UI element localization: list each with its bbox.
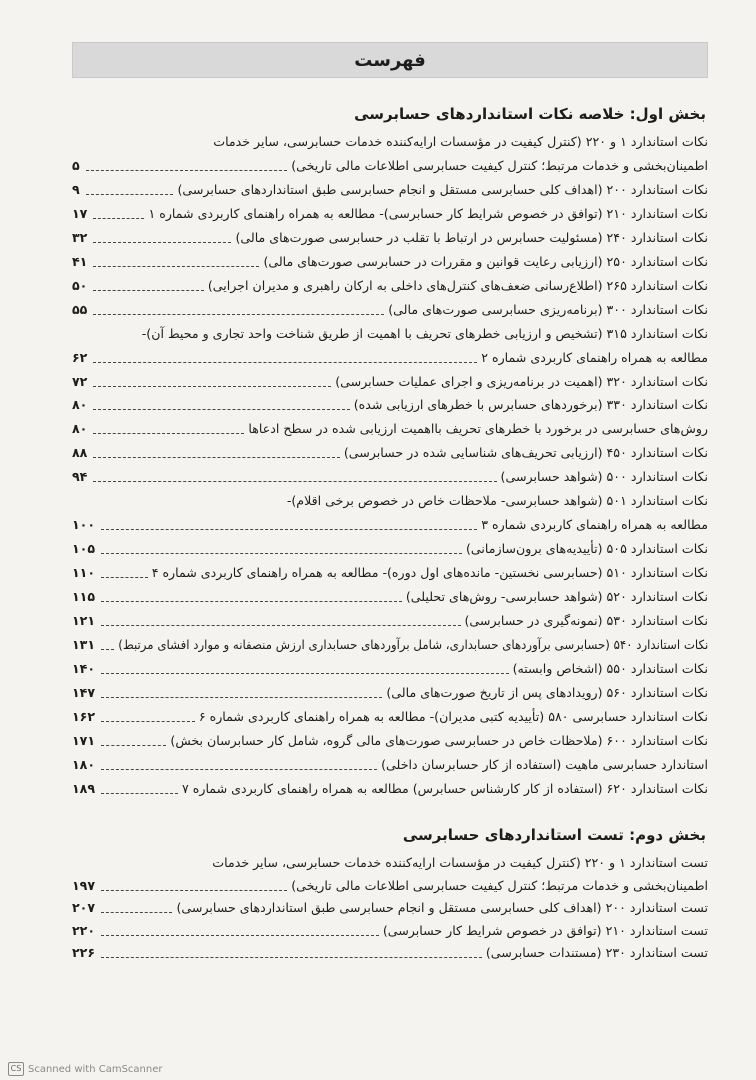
toc-page-number: ۵۵: [72, 301, 88, 317]
toc-entry-text: مطالعه به همراه راهنمای کاربردی شماره ۲: [481, 349, 708, 365]
toc-entry: [70, 395, 708, 415]
footer-text: Scanned with CamScanner: [28, 1063, 163, 1075]
toc-entry: [70, 731, 708, 751]
toc-entry: [70, 587, 708, 607]
toc-entry-text: نکات استاندارد ۶۰۰ (ملاحظات خاص در حسابرسی صورت‌های مالی گروه، شامل کار حسابرسان بخش): [170, 732, 708, 748]
toc-page-number: ۱۸۹: [72, 780, 96, 796]
toc-entry: [70, 228, 708, 248]
toc-entry: [70, 348, 708, 368]
dot-leader: [101, 721, 195, 722]
dot-leader: [101, 553, 462, 554]
dot-leader: [93, 266, 259, 267]
toc-page-number: ۱۱۰: [72, 565, 96, 581]
toc-entry-text: تست استاندارد ۲۳۰ (مستندات حسابرسی): [485, 945, 708, 961]
toc-entry: [70, 324, 708, 344]
toc-entry: [70, 539, 708, 559]
toc-entry: [70, 156, 708, 176]
toc-entry: [70, 563, 708, 583]
dot-leader: [93, 409, 349, 410]
toc-entry-text: مطالعه به همراه راهنمای کاربردی شماره ۳: [481, 517, 708, 533]
dot-leader: [93, 433, 244, 434]
toc-entry-text: تست استاندارد ۲۱۰ (توافق در خصوص شرایط کار حسابرسی): [382, 922, 708, 938]
toc-entry-text: نکات استاندارد ۶۲۰ (استفاده از کار کارشناس حسابرس) مطالعه به همراه راهنمای کاربردی شماره ۷: [182, 780, 708, 796]
dot-leader: [101, 912, 172, 913]
toc-entry: [70, 898, 708, 918]
dot-leader: [86, 194, 174, 195]
toc-entry: [70, 635, 708, 655]
toc-entry: [70, 204, 708, 224]
toc-entry: [70, 683, 708, 703]
toc-entry: [70, 419, 708, 439]
toc-entry-text: نکات استاندارد ۲۱۰ (توافق در خصوص شرایط کار حسابرسی)- مطالعه به همراه راهنمای کاربردی شماره ۱: [148, 205, 708, 221]
dot-leader: [86, 170, 288, 171]
toc-entry-text: استاندارد حسابرسی ماهیت (استفاده از کار حسابرسان داخلی): [381, 756, 708, 772]
toc-page-number: ۱۴۰: [72, 660, 96, 676]
toc-entry-text: نکات استاندارد ۲۰۰ (اهداف کلی حسابرسی مستقل و انجام حسابرسی طبق استانداردهای حسابرسی): [177, 181, 708, 197]
dot-leader: [101, 935, 379, 936]
toc-entry-text: نکات استاندارد ۴۵۰ (ارزیابی تحریف‌های شناسایی شده در حسابرسی): [343, 445, 708, 461]
dot-leader: [93, 218, 144, 219]
scanner-footer: [8, 1062, 163, 1076]
toc-entry-text: روش‌های حسابرسی در برخورد با خطرهای تحریف بااهمیت ارزیابی شده در سطح ادعاها: [248, 421, 708, 437]
dot-leader: [101, 673, 509, 674]
toc-entry-text: تست استاندارد ۱ و ۲۲۰ (کنترل کیفیت در مؤسسات ارایه‌کننده خدمات حسابرسی، سایر خدمات: [212, 855, 708, 870]
dot-leader: [93, 386, 331, 387]
dot-leader: [101, 697, 382, 698]
dot-leader: [101, 745, 166, 746]
toc-entry-text: نکات استاندارد ۵۰۰ (شواهد حسابرسی): [500, 469, 708, 485]
dot-leader: [101, 577, 148, 578]
dot-leader: [101, 890, 287, 891]
toc-entry: [70, 611, 708, 631]
toc-entry-text: اطمینان‌بخشی و خدمات مرتبط؛ کنترل کیفیت حسابرسی اطلاعات مالی تاریخی): [291, 877, 708, 893]
toc-entry-text: نکات استاندارد ۳۱۵ (تشخیص و ارزیابی خطرهای تحریف با اهمیت از طریق شناخت واحد تجاری و محیط آن)-: [141, 325, 708, 341]
toc-page-number: ۷۲: [72, 373, 88, 389]
dot-leader: [101, 649, 114, 650]
toc-entry: [70, 467, 708, 487]
toc-page-number: ۱۸۰: [72, 756, 96, 772]
toc-entry-text: نکات استاندارد ۲۴۰ (مسئولیت حسابرس در ارتباط با تقلب در حسابرسی صورت‌های مالی): [235, 229, 708, 245]
toc-entry: [70, 180, 708, 200]
toc-title-bar: [72, 42, 708, 78]
toc-entry-text: نکات استاندارد ۵۰۱ (شواهد حسابرسی- ملاحظات خاص در خصوص برخی اقلام)-: [286, 493, 708, 509]
toc-entry: [70, 943, 708, 963]
dot-leader: [101, 793, 178, 794]
toc-entry: [70, 659, 708, 679]
toc-page-number: ۲۲۶: [72, 945, 96, 961]
dot-leader: [101, 957, 482, 958]
toc-page-number: ۱۰۰: [72, 517, 96, 533]
toc-page-number: ۸۰: [72, 421, 88, 437]
toc-entry-text: نکات استاندارد ۵۳۰ (نمونه‌گیری در حسابرسی): [464, 613, 708, 628]
toc-entry: [70, 921, 708, 941]
toc-page-number: ۹: [72, 181, 80, 197]
toc-entry: [70, 876, 708, 896]
toc-page-number: ۴۱: [72, 253, 88, 269]
toc-page-number: ۱۹۷: [72, 877, 96, 893]
toc-entry-text: نکات استاندارد ۳۳۰ (برخوردهای حسابرس با خطرهای ارزیابی شده): [353, 397, 708, 413]
toc-entry-text: نکات استاندارد ۲۶۵ (اطلاع‌رسانی ضعف‌های کنترل‌های داخلی به ارکان راهبری و مدیران اجرایی): [207, 277, 708, 293]
toc-entry-text: نکات استاندارد حسابرسی ۵۸۰ (تأییدیه کتبی مدیران)- مطالعه به همراه راهنمای کاربردی شماره ۶: [198, 708, 708, 724]
toc-page-number: ۱۱۵: [72, 589, 96, 605]
dot-leader: [101, 529, 477, 530]
toc-entry-text: نکات استاندارد ۲۵۰ (ارزیابی رعایت قوانین و مقررات در حسابرسی صورت‌های مالی): [263, 253, 708, 269]
toc-entry: [70, 853, 708, 873]
camscanner-icon: CS: [8, 1062, 24, 1076]
toc-entry: [70, 300, 708, 320]
toc-entry-text: نکات استاندارد ۵۰۵ (تأییدیه‌های برون‌سازمانی): [466, 541, 708, 557]
dot-leader: [101, 601, 402, 602]
toc-entry-text: نکات استاندارد ۱ و ۲۲۰ (کنترل کیفیت در مؤسسات ارایه‌کننده خدمات حسابرسی، سایر خدمات: [213, 134, 708, 149]
dot-leader: [93, 290, 203, 291]
toc-page-number: ۳۲: [72, 229, 88, 245]
dot-leader: [93, 362, 477, 363]
toc-page-number: ۹۴: [72, 469, 88, 485]
toc-entry-text: نکات استاندارد ۵۴۰ (حسابرسی برآوردهای حسابداری، شامل برآوردهای حسابداری ارزش منصفانه و موارد افشای مرتبط): [118, 636, 708, 652]
toc-entry-text: تست استاندارد ۲۰۰ (اهداف کلی حسابرسی مستقل و انجام حسابرسی طبق استانداردهای حسابرسی): [176, 900, 708, 916]
toc-page-number: ۸۸: [72, 445, 88, 461]
toc-entry: [70, 132, 708, 152]
dot-leader: [101, 625, 460, 626]
toc-page-number: ۱۴۷: [72, 684, 96, 700]
toc-page-number: ۱۲۱: [72, 613, 96, 628]
toc-entry: [70, 372, 708, 392]
toc-page-number: ۲۰۷: [72, 900, 96, 916]
toc-page-number: ۸۰: [72, 397, 88, 413]
toc-entry-text: اطمینان‌بخشی و خدمات مرتبط؛ کنترل کیفیت حسابرسی اطلاعات مالی تاریخی): [291, 157, 708, 173]
toc-entry-text: نکات استاندارد ۵۱۰ (حسابرسی نخستین- مانده‌های اول دوره)- مطالعه به همراه راهنمای کاربردی شماره ۴: [151, 565, 708, 581]
toc-entry: [70, 491, 708, 511]
dot-leader: [93, 314, 384, 315]
toc-page-number: ۶۲: [72, 349, 88, 365]
dot-leader: [101, 769, 377, 770]
toc-entry: [70, 443, 708, 463]
toc-page-number: ۱۷۱: [72, 732, 96, 748]
toc-entry: [70, 755, 708, 775]
toc-page-number: ۵۰: [72, 277, 88, 293]
toc-page-number: ۵: [72, 157, 80, 173]
toc-entry-text: نکات استاندارد ۵۶۰ (رویدادهای پس از تاریخ صورت‌های مالی): [386, 684, 708, 700]
toc-entry: [70, 515, 708, 535]
section-1-heading: بخش اول: خلاصه نکات استانداردهای حسابرسی: [354, 105, 706, 123]
toc-page-number: ۱۷: [72, 205, 88, 221]
toc-entry-text: نکات استاندارد ۵۵۰ (اشخاص وابسته): [512, 660, 708, 676]
toc-page-number: ۱۶۲: [72, 708, 96, 724]
dot-leader: [93, 481, 496, 482]
toc-entry: [70, 252, 708, 272]
toc-entry-text: نکات استاندارد ۵۲۰ (شواهد حسابرسی- روش‌های تحلیلی): [405, 589, 708, 605]
toc-entry-text: نکات استاندارد ۳۰۰ (برنامه‌ریزی حسابرسی صورت‌های مالی): [388, 301, 708, 317]
section-2-heading: بخش دوم: تست استانداردهای حسابرسی: [402, 826, 706, 844]
toc-title: فهرست: [354, 49, 426, 71]
toc-entry: [70, 276, 708, 296]
toc-page-number: ۱۰۵: [72, 541, 96, 557]
toc-entry: [70, 707, 708, 727]
toc-page-number: ۱۳۱: [72, 636, 96, 652]
dot-leader: [93, 242, 231, 243]
dot-leader: [93, 457, 339, 458]
toc-entry: [70, 779, 708, 799]
toc-page-number: ۲۲۰: [72, 922, 96, 938]
toc-entry-text: نکات استاندارد ۳۲۰ (اهمیت در برنامه‌ریزی و اجرای عملیات حسابرسی): [335, 373, 708, 389]
